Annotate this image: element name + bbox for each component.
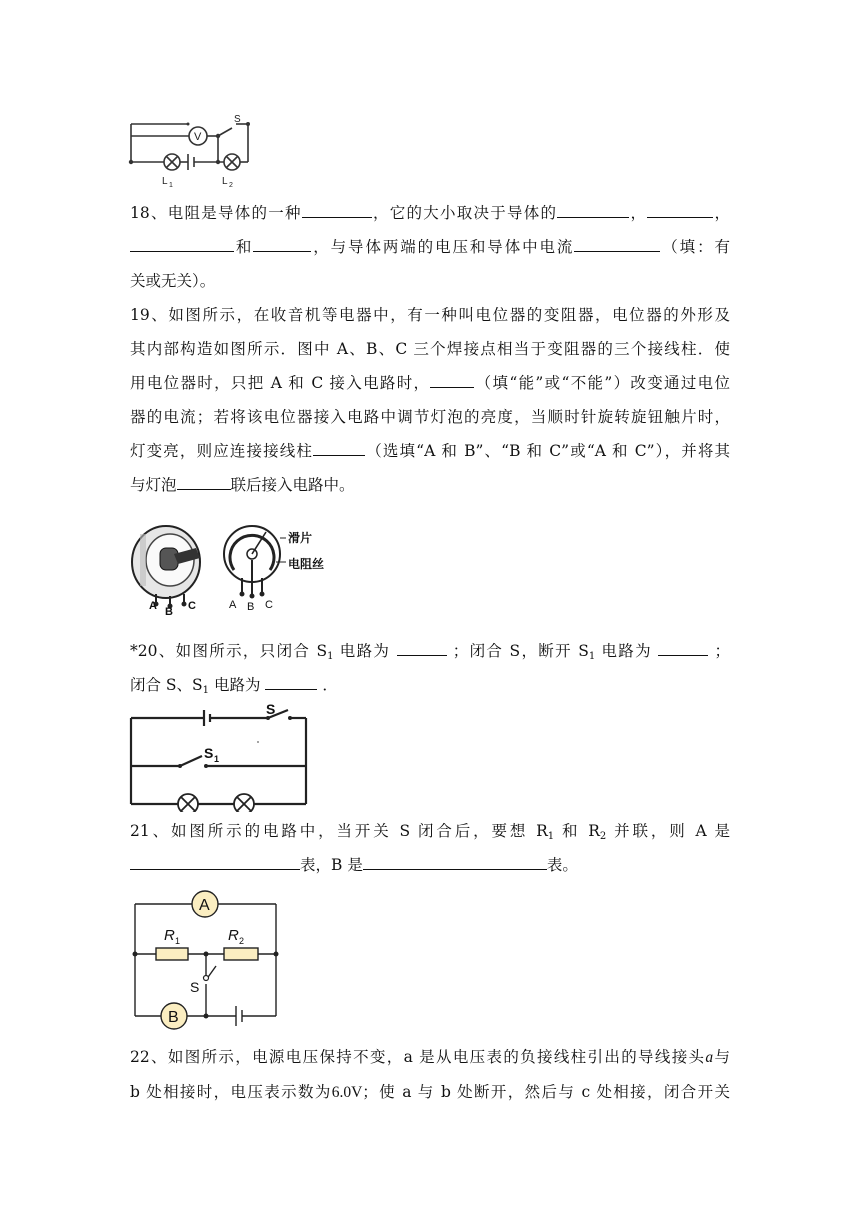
switch-label: S <box>234 114 241 125</box>
lamp2-label: L <box>222 176 228 187</box>
r1-subscript: 1 <box>175 936 181 946</box>
answer-blank[interactable] <box>130 851 300 870</box>
ammeter-label: A <box>199 897 210 914</box>
switch-s1-subscript: 1 <box>214 754 220 764</box>
answer-blank[interactable] <box>658 637 708 656</box>
question-22-line-2: b 处相接时，电压表示数为6.0V；使 a 与 b 处断开，然后与 c 处相接，闭合开关 <box>130 1083 730 1101</box>
exterior-terminal-b: B <box>165 606 173 618</box>
r2-subscript: 2 <box>239 936 245 946</box>
slider-label: 滑片 <box>288 531 313 545</box>
resistance-wire-label: 电阻丝 <box>288 557 325 571</box>
answer-blank[interactable] <box>574 233 660 252</box>
potentiometer-exterior <box>132 526 200 609</box>
question-20-line-2: 闭合 S、$S_1$ 电路为 ． <box>130 668 730 702</box>
question-21-line-2: 表，B 是 表。 <box>130 848 730 882</box>
answer-blank[interactable] <box>265 671 317 690</box>
lamp1-subscript: 1 <box>169 182 173 189</box>
lamp2-subscript: 2 <box>229 182 233 189</box>
r1-label: R <box>164 927 175 944</box>
interior-terminal-b: B <box>247 601 255 613</box>
answer-blank[interactable] <box>130 233 234 252</box>
question-22 <box>130 1040 730 1110</box>
question-20-line-1: *20、如图所示，只闭合 $S_1$ 电路为 ；闭合 S，断开 $S_1$ 电路为 ； <box>130 634 730 668</box>
question-19-line-4: 器的电流；若将该电位器接入电路中调节灯泡的亮度，当顺时针旋转旋钮触片时， <box>130 408 730 426</box>
answer-blank[interactable] <box>647 199 713 218</box>
switch-label: S <box>190 979 200 995</box>
answer-blank[interactable] <box>430 369 474 388</box>
answer-blank[interactable] <box>313 437 365 456</box>
question-18 <box>130 196 730 298</box>
answer-blank[interactable] <box>177 471 231 490</box>
answer-blank[interactable] <box>253 233 311 252</box>
question-19-line-3: 用电位器时，只把 A 和 C 接入电路时， （填“能”或“不能”）改变通过电位 <box>130 366 730 400</box>
answer-blank[interactable] <box>302 199 372 218</box>
question-19-line-1: 19、如图所示，在收音机等电器中，有一种叫电位器的变阻器，电位器的外形及 <box>130 306 730 324</box>
question-21 <box>130 814 730 882</box>
answer-blank[interactable] <box>397 637 447 656</box>
exterior-terminal-a: A <box>149 600 157 612</box>
potentiometer-interior <box>224 526 286 594</box>
question-18-line-1: 18、电阻是导体的一种 ，它的大小取决于导体的 ， ， <box>130 196 730 230</box>
question-18-line-2: 和 ，与导体两端的电压和导体中电流 （填：有 <box>130 230 730 264</box>
question-19 <box>130 298 730 502</box>
switch-s-label: S <box>266 701 276 717</box>
potentiometer-figure <box>130 518 350 618</box>
switch-s1-label: S <box>204 745 214 761</box>
question-19-line-2: 其内部构造如图所示．图中 A、B、C 三个焊接点相当于变阻器的三个接线柱．使 <box>130 340 730 358</box>
circuit-figure-switches <box>128 700 312 812</box>
lamp1-label: L <box>162 176 168 187</box>
interior-terminal-a: A <box>229 599 237 611</box>
question-19-line-6: 与灯泡 联后接入电路中。 <box>130 468 730 502</box>
circuit-figure-voltmeter <box>128 112 252 192</box>
question-20 <box>130 634 730 702</box>
question-19-line-5: 灯变亮，则应连接接线柱 （选填“A 和 B”、“B 和 C”或“A 和 C”），并将其 <box>130 434 730 468</box>
circuit-figure-resistors <box>128 890 284 1030</box>
answer-blank[interactable] <box>363 851 547 870</box>
meter-b-label: B <box>168 1009 179 1026</box>
answer-blank[interactable] <box>557 199 629 218</box>
voltmeter-label: V <box>194 131 202 143</box>
question-18-line-3: 关或无关）。 <box>130 272 216 290</box>
question-21-line-1: 21、如图所示的电路中，当开关 S 闭合后，要想 $R_1$ 和 $R_2$ 并联，则 A 是 <box>130 822 730 842</box>
interior-terminal-c: C <box>265 599 273 611</box>
r2-label: R <box>228 927 239 944</box>
question-22-line-1: 22、如图所示，电源电压保持不变，a 是从电压表的负接线柱引出的导线接头a与 <box>130 1048 730 1066</box>
exterior-terminal-c: C <box>188 600 196 612</box>
